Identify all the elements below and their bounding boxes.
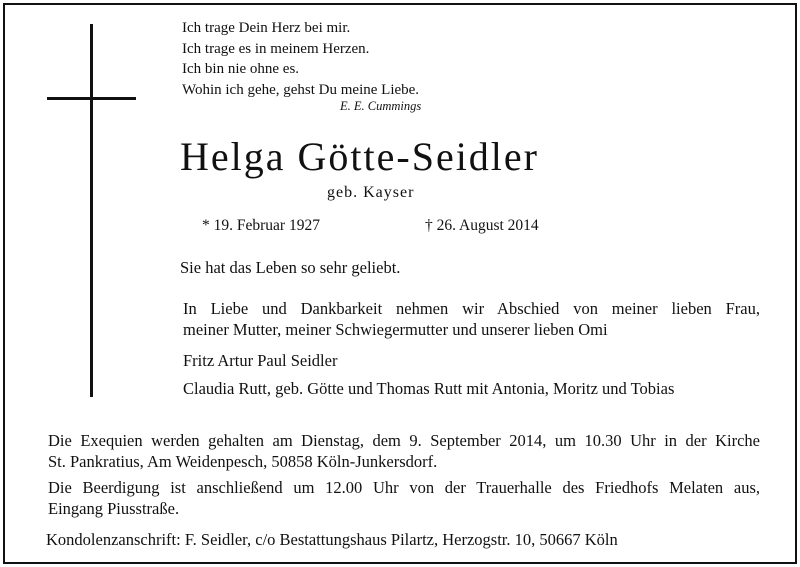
poem-line: Ich trage es in meinem Herzen. <box>182 40 370 57</box>
poem-line: Ich bin nie ohne es. <box>182 61 300 77</box>
condolence-address: Kondolenzanschrift: F. Seidler, c/o Bestattungshaus Pilartz, Herzogstr. 10, 50667 Köln <box>46 530 618 549</box>
exequien-line: Die Exequien werden gehalten am Dienstag, dem 9. September 2014, um 10.30 Uhr in der Kirche <box>48 431 760 450</box>
cross-vertical-bar <box>90 24 93 397</box>
poem-line: Ich trage Dein Herz bei mir. <box>182 20 351 36</box>
maiden-name: geb. Kayser <box>327 184 415 201</box>
mourner-spouse: Fritz Artur Paul Seidler <box>183 351 338 370</box>
burial-info <box>48 477 760 519</box>
farewell-line: In Liebe und Dankbarkeit nehmen wir Abschied von meiner lieben Frau, <box>183 299 760 318</box>
deceased-name: Helga Götte-Seidler <box>180 134 539 179</box>
farewell-line: meiner Mutter, meiner Schwiegermutter und unserer lieben Omi <box>183 320 608 339</box>
birth-date: * 19. Februar 1927 <box>202 217 320 234</box>
tribute-quote: Sie hat das Leben so sehr geliebt. <box>180 258 401 277</box>
mourner-family: Claudia Rutt, geb. Götte und Thomas Rutt mit Antonia, Moritz und Tobias <box>183 379 675 398</box>
exequien-line: St. Pankratius, Am Weidenpesch, 50858 Köln-Junkersdorf. <box>48 452 438 471</box>
poem-author: E. E. Cummings <box>340 99 422 113</box>
poem <box>182 18 419 100</box>
exequien-info <box>48 430 760 472</box>
poem-line: Wohin ich gehe, gehst Du meine Liebe. <box>182 81 420 98</box>
farewell-text <box>183 298 760 340</box>
burial-line: Eingang Piusstraße. <box>48 499 180 518</box>
death-date: † 26. August 2014 <box>425 217 539 234</box>
cross-horizontal-bar <box>47 97 136 100</box>
burial-line: Die Beerdigung ist anschließend um 12.00 Uhr von der Trauerhalle des Friedhofs Melaten aus, <box>48 478 760 497</box>
